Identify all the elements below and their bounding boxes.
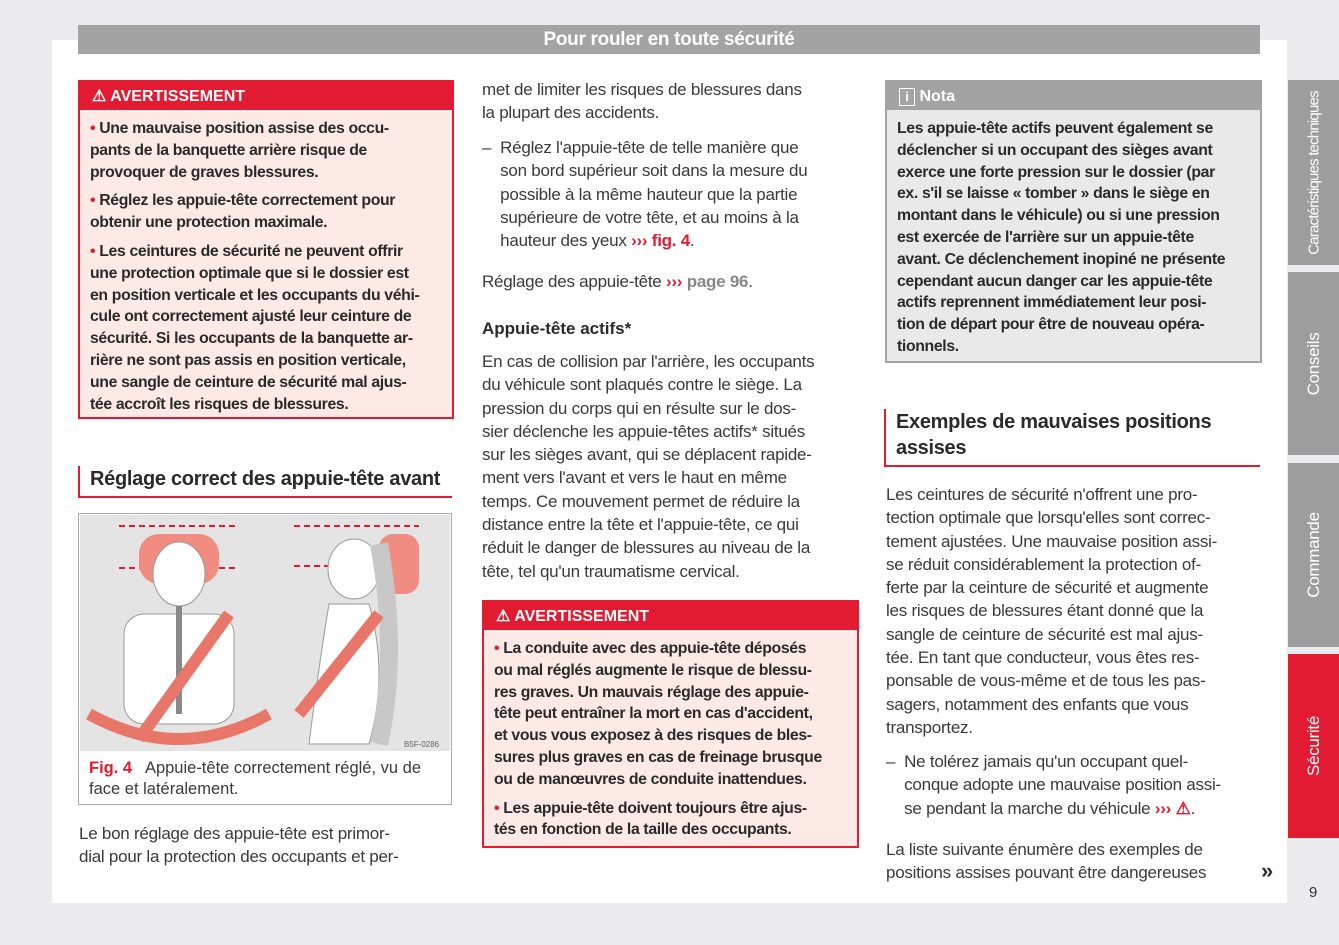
warning-item: • Les appuie-tête doivent toujours être ajus- tés en fonction de la taille des occupants. <box>494 799 807 839</box>
side-tab-caracteristiques[interactable]: Caractéristiques techniques <box>1288 80 1339 265</box>
paragraph: met de limiter les risques de blessures dans la plupart des accidents. <box>482 80 802 123</box>
note-header <box>887 82 1260 110</box>
side-tab-conseils[interactable]: Conseils <box>1288 272 1339 455</box>
paragraph: Les ceintures de sécurité n'offrent une pro- tection optimale que lorsqu'elles sont correc- tement ajustées. Une mauvaise position assi- se réduit considérablement la protection of- ferte par la ceinture de sécurité et augmente les risques de blessures étant donné que la sangle de ceinture de sécurité est mal ajus- tée. En tant que conducteur, vous êtes res- ponsable de vous-même et de tous les pas- sagers, notamment des enfants que vous transportez. <box>886 485 1218 737</box>
warning-item: • Réglez les appuie-tête correctement pour obtenir une protection maximale. <box>90 192 396 232</box>
note-box <box>885 80 1262 363</box>
section-heading: Exemples de mauvaises positions assises <box>884 409 1260 467</box>
warning-triangle-icon: ⚠ <box>92 88 107 105</box>
warning-box <box>482 600 859 848</box>
side-tab-commande[interactable]: Commande <box>1288 463 1339 647</box>
warning-item: • Une mauvaise position assise des occu- pants de la banquette arrière risque de provoquer de graves blessures. <box>90 120 389 181</box>
headrest-illustration <box>79 514 451 752</box>
section-heading: Réglage correct des appuie-tête avant <box>78 466 452 498</box>
warning-title: AVERTISSEMENT <box>110 88 246 105</box>
instruction-step: – Ne tolérez jamais qu'un occupant quel- conque adopte une mauvaise position assi- se pendant la marche du véhicule ››› ⚠. <box>886 752 1221 818</box>
arrow-icon: ››› <box>665 272 683 291</box>
warning-box <box>78 80 454 419</box>
figure-label: Fig. 4 <box>89 759 133 777</box>
warning-title: AVERTISSEMENT <box>514 608 650 625</box>
note-text: Les appuie-tête actifs peuvent également se déclencher si un occupant des sièges avant exerce une forte pression sur le dossier (par ex. s'il se laisse « tomber » dans le siège en montant dans le véhicule) ou si une pression est exercée de l'arrière sur un appuie-tête avant. Ce déclenchement inopiné ne présente cependant aucun danger car les appuie-tête actifs reprennent immédiatement leur posi- tion de départ pour être de nouveau opéra- tionnels. <box>897 120 1226 355</box>
warning-item: • Les ceintures de sécurité ne peuvent offrir une protection optimale que si le dossier est en position verticale et les occupants du véhi- cule ont correctement ajusté leur ceinture de sécurité. Si les occupants de la banquette ar- rière ne sont pas assis en position verticale, une sangle de ceinture de sécurité mal ajus- tée accroît les risques de blessures. <box>90 242 420 413</box>
figure-code: B5F-0286 <box>404 740 440 749</box>
subheading: Appuie-tête actifs* <box>482 319 632 338</box>
continue-arrow-icon: » <box>1261 858 1274 883</box>
figure-link[interactable]: fig. 4 <box>651 231 690 251</box>
warning-item: • La conduite avec des appuie-tête déposés ou mal réglés augmente le risque de blessu- res graves. Un mauvais réglage des appuie- tête peut entraîner la mort en cas d'accident, et vous vous exposez à des risques de bles- sures plus graves en cas de freinage brusque ou de manœuvres de conduite inattendues. <box>494 640 822 788</box>
page-number: 9 <box>1309 884 1318 901</box>
warning-triangle-icon: ⚠ <box>496 608 511 625</box>
warning-header <box>80 82 452 110</box>
paragraph: Le bon réglage des appuie-tête est primor- dial pour la protection des occupants et per- <box>79 824 399 867</box>
instruction-step: – Réglez l'appuie-tête de telle manière que son bord supérieur soit dans la mesure du possible à la même hauteur que la partie supérieure de votre tête, et au moins à la hauteur des yeux ››› fig. 4. <box>482 138 808 251</box>
arrow-icon: ››› <box>631 231 648 251</box>
paragraph: La liste suivante énumère des exemples de positions assises pouvant être dangereuses <box>886 840 1207 883</box>
page-link[interactable]: page 96 <box>686 272 749 291</box>
arrow-icon: ››› <box>1154 798 1172 818</box>
warning-header <box>484 602 857 630</box>
warning-triangle-icon: ⚠ <box>1175 798 1191 818</box>
figure <box>78 513 452 805</box>
info-icon: i <box>899 88 915 106</box>
paragraph: En cas de collision par l'arrière, les occupants du véhicule sont plaqués contre le siège. La pression du corps qui en résulte sur le dos- sier déclenche les appuie-têtes actifs* situés sur les sièges avant, qui se déplacent rapide- ment vers l'avant et vers le haut en même temps. Ce mouvement permet de réduire la distance entre la tête et l'appuie-tête, ce qui réduit le danger de blessures au niveau de la tête, tel qu'un traumatisme cervical. <box>482 352 815 581</box>
page-header: Pour rouler en toute sécurité <box>78 25 1260 54</box>
note-title: Nota <box>919 88 956 105</box>
figure-caption: Fig. 4 Appuie-tête correctement réglé, vu de face et latéralement. <box>89 759 422 798</box>
paragraph: Réglage des appuie-tête ››› page 96. <box>482 272 753 291</box>
side-tab-securite[interactable]: Sécurité <box>1288 654 1339 838</box>
